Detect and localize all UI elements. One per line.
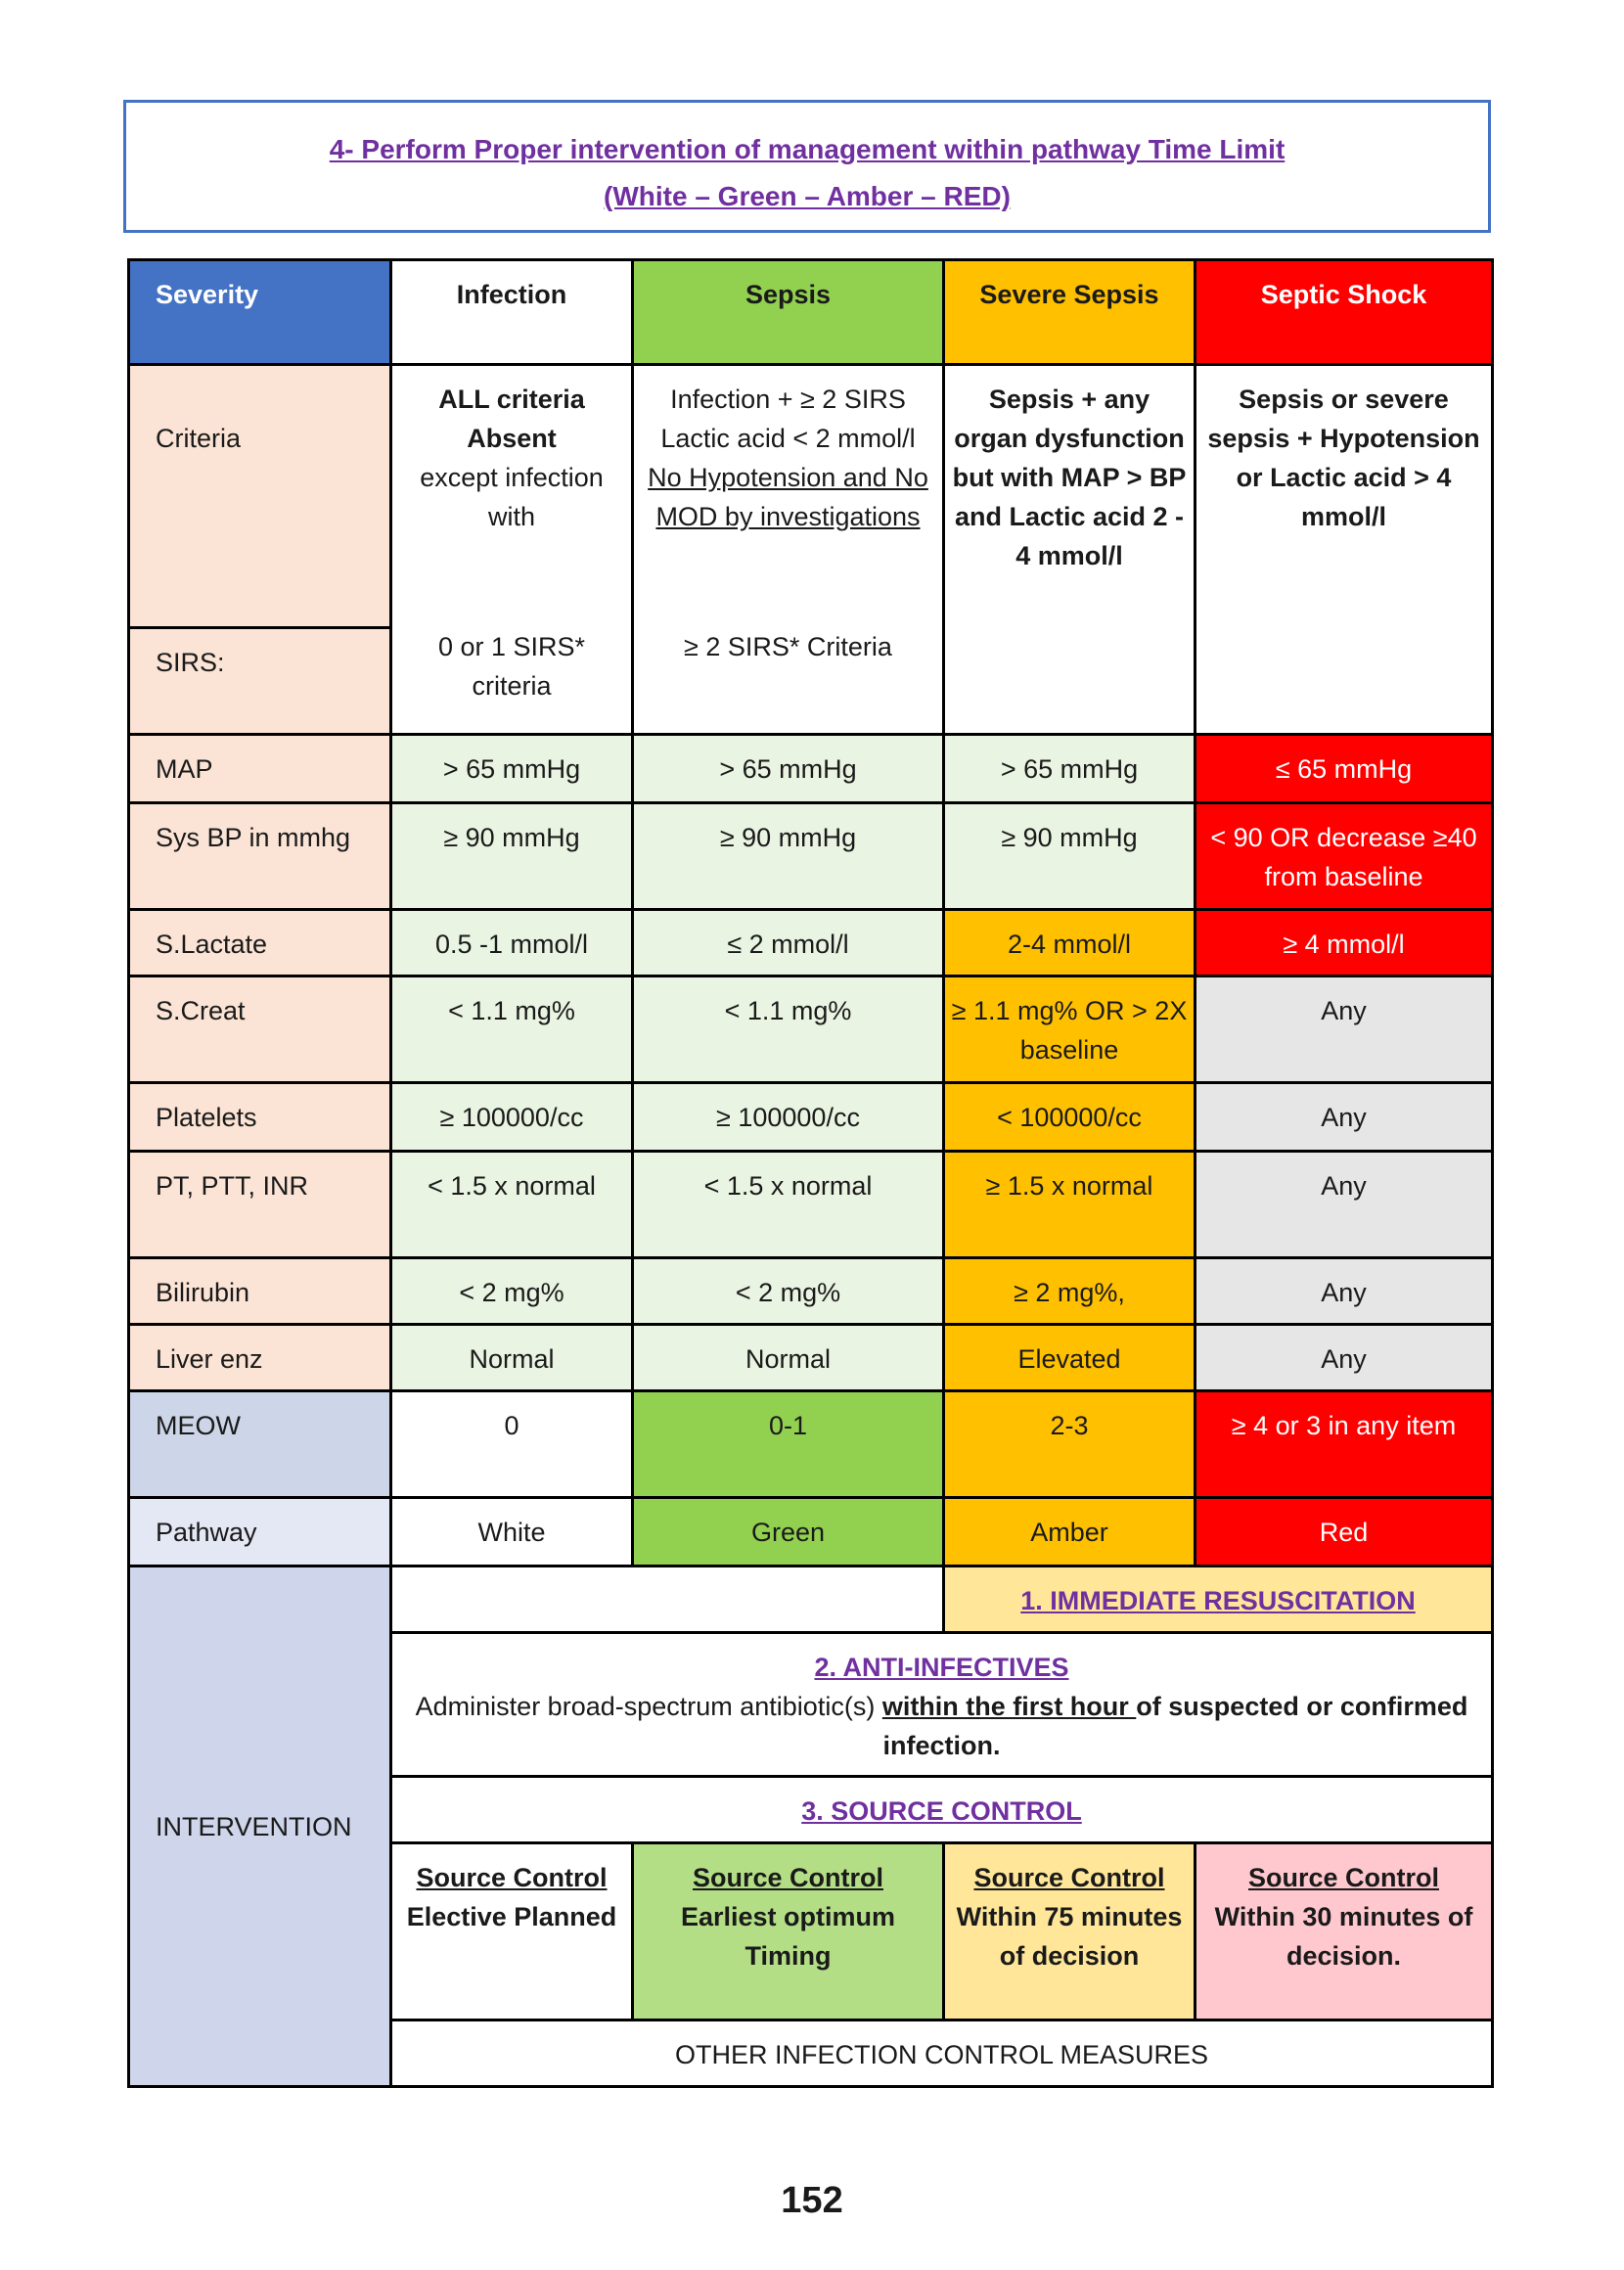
- row-cell: ≥ 4 mmol/l: [1195, 910, 1493, 976]
- row-cell: ≥ 1.5 x normal: [944, 1152, 1195, 1258]
- row-cell: Normal: [391, 1325, 633, 1391]
- row-s-creat: [129, 976, 1493, 1083]
- criteria-sepsis: [633, 365, 944, 735]
- source-control-heading: Source Control: [973, 1863, 1165, 1892]
- row-cell: 0.5 -1 mmol/l: [391, 910, 633, 976]
- row-s-lactate: [129, 910, 1493, 976]
- source-control-link[interactable]: 3. SOURCE CONTROL: [801, 1796, 1082, 1826]
- row-cell: Any: [1195, 976, 1493, 1083]
- header-sepsis: Sepsis: [633, 260, 944, 365]
- source-control-timing: Earliest optimum Timing: [680, 1902, 896, 1971]
- row-cell: Red: [1195, 1498, 1493, 1566]
- row-label: S.Lactate: [129, 910, 391, 976]
- anti-text-underlined: within the first hour: [881, 1692, 1137, 1721]
- row-cell: Green: [633, 1498, 944, 1566]
- row-bilirubin: [129, 1258, 1493, 1325]
- row-label: Platelets: [129, 1083, 391, 1152]
- row-cell: < 100000/cc: [944, 1083, 1195, 1152]
- header-septic-shock: Septic Shock: [1195, 260, 1493, 365]
- header-severe-sepsis: Severe Sepsis: [944, 260, 1195, 365]
- row-cell: ≥ 90 mmHg: [633, 803, 944, 910]
- criteria-sepsis-l1: Infection + ≥ 2 SIRS: [670, 385, 906, 414]
- row-sys-bp-in-mmhg: [129, 803, 1493, 910]
- row-cell: Normal: [633, 1325, 944, 1391]
- row-cell: ≥ 100000/cc: [633, 1083, 944, 1152]
- row-cell: > 65 mmHg: [633, 735, 944, 803]
- row-cell: > 65 mmHg: [391, 735, 633, 803]
- source-control-timing: Elective Planned: [406, 1902, 617, 1931]
- criteria-infection: [391, 365, 633, 735]
- row-cell: < 1.1 mg%: [391, 976, 633, 1083]
- row-cell: Any: [1195, 1152, 1493, 1258]
- source-control-timing: Within 75 minutes of decision: [956, 1902, 1183, 1971]
- intervention-label: INTERVENTION: [129, 1566, 391, 2087]
- source-control-heading: Source Control: [692, 1863, 883, 1892]
- row-cell: ≤ 65 mmHg: [1195, 735, 1493, 803]
- row-cell: ≥ 2 mg%,: [944, 1258, 1195, 1325]
- criteria-row: [129, 365, 1493, 628]
- other-measures: OTHER INFECTION CONTROL MEASURES: [391, 2020, 1493, 2087]
- source-control-heading: Source Control: [416, 1863, 608, 1892]
- immediate-resuscitation-text[interactable]: 1. IMMEDIATE RESUSCITATION: [1020, 1586, 1416, 1615]
- row-cell: ≤ 2 mmol/l: [633, 910, 944, 976]
- immediate-resuscitation-link[interactable]: [944, 1566, 1493, 1633]
- source-control-timing: Within 30 minutes of decision.: [1214, 1902, 1473, 1971]
- row-cell: 0: [391, 1391, 633, 1498]
- row-cell: < 2 mg%: [633, 1258, 944, 1325]
- source-control-heading: Source Control: [1247, 1863, 1439, 1892]
- source-control-option: [391, 1843, 633, 2020]
- row-cell: 0-1: [633, 1391, 944, 1498]
- row-cell: < 1.5 x normal: [391, 1152, 633, 1258]
- row-label: PT, PTT, INR: [129, 1152, 391, 1258]
- row-cell: 2-3: [944, 1391, 1195, 1498]
- row-cell: < 1.5 x normal: [633, 1152, 944, 1258]
- row-cell: ≥ 90 mmHg: [391, 803, 633, 910]
- row-label: S.Creat: [129, 976, 391, 1083]
- sepsis-severity-table: [127, 258, 1494, 2088]
- title-line-1: 4- Perform Proper intervention of management within pathway Time Limit: [329, 134, 1286, 164]
- anti-infectives-link[interactable]: 2. ANTI-INFECTIVES: [814, 1653, 1069, 1682]
- criteria-severe-sepsis: Sepsis + any organ dysfunction but with MAP > BP and Lactic acid 2 - 4 mmol/l: [944, 365, 1195, 735]
- row-cell: 2-4 mmol/l: [944, 910, 1195, 976]
- header-infection: Infection: [391, 260, 633, 365]
- row-cell: Elevated: [944, 1325, 1195, 1391]
- row-label: Pathway: [129, 1498, 391, 1566]
- criteria-infection-bold: ALL criteria Absent: [438, 385, 585, 453]
- row-label: MEOW: [129, 1391, 391, 1498]
- row-meow: [129, 1391, 1493, 1498]
- row-cell: ≥ 4 or 3 in any item: [1195, 1391, 1493, 1498]
- row-label: Liver enz: [129, 1325, 391, 1391]
- anti-infectives-cell: [391, 1633, 1493, 1777]
- row-label: Bilirubin: [129, 1258, 391, 1325]
- row-liver-enz: [129, 1325, 1493, 1391]
- page-number: 152: [781, 2180, 843, 2221]
- criteria-label: Criteria: [129, 365, 391, 628]
- row-cell: ≥ 90 mmHg: [944, 803, 1195, 910]
- intervention-resus-row: [129, 1566, 1493, 1633]
- row-platelets: [129, 1083, 1493, 1152]
- criteria-sepsis-l3: No Hypotension and No MOD by investigations: [648, 463, 928, 531]
- sirs-infection: 0 or 1 SIRS* criteria: [437, 632, 586, 701]
- row-cell: > 65 mmHg: [944, 735, 1195, 803]
- row-cell: ≥ 1.1 mg% OR > 2X baseline: [944, 976, 1195, 1083]
- row-cell: Any: [1195, 1083, 1493, 1152]
- title-box: [123, 100, 1491, 233]
- row-pathway: [129, 1498, 1493, 1566]
- source-control-option: [633, 1843, 944, 2020]
- title-line-2: (White – Green – Amber – RED): [604, 181, 1011, 211]
- row-pt-ptt-inr: [129, 1152, 1493, 1258]
- header-row: [129, 260, 1493, 365]
- source-control-cell: [391, 1777, 1493, 1843]
- row-cell: ≥ 100000/cc: [391, 1083, 633, 1152]
- header-severity: Severity: [129, 260, 391, 365]
- anti-text-post: of suspected or confirmed infection.: [882, 1692, 1468, 1760]
- row-cell: < 90 OR decrease ≥40 from baseline: [1195, 803, 1493, 910]
- row-cell: < 2 mg%: [391, 1258, 633, 1325]
- sirs-sepsis: ≥ 2 SIRS* Criteria: [684, 632, 892, 661]
- criteria-infection-rest: except infection with: [420, 463, 604, 531]
- sirs-label: SIRS:: [129, 628, 391, 735]
- row-cell: Amber: [944, 1498, 1195, 1566]
- row-cell: Any: [1195, 1258, 1493, 1325]
- row-label: Sys BP in mmhg: [129, 803, 391, 910]
- anti-text-pre: Administer broad-spectrum antibiotic(s): [415, 1692, 882, 1721]
- source-control-option: [944, 1843, 1195, 2020]
- row-map: [129, 735, 1493, 803]
- row-cell: < 1.1 mg%: [633, 976, 944, 1083]
- criteria-septic-shock: Sepsis or severe sepsis + Hypotension or Lactic acid > 4 mmol/l: [1195, 365, 1493, 735]
- criteria-sepsis-l2: Lactic acid < 2 mmol/l: [660, 424, 916, 453]
- source-control-option: [1195, 1843, 1493, 2020]
- row-cell: Any: [1195, 1325, 1493, 1391]
- row-cell: White: [391, 1498, 633, 1566]
- empty-cell: [391, 1566, 944, 1633]
- row-label: MAP: [129, 735, 391, 803]
